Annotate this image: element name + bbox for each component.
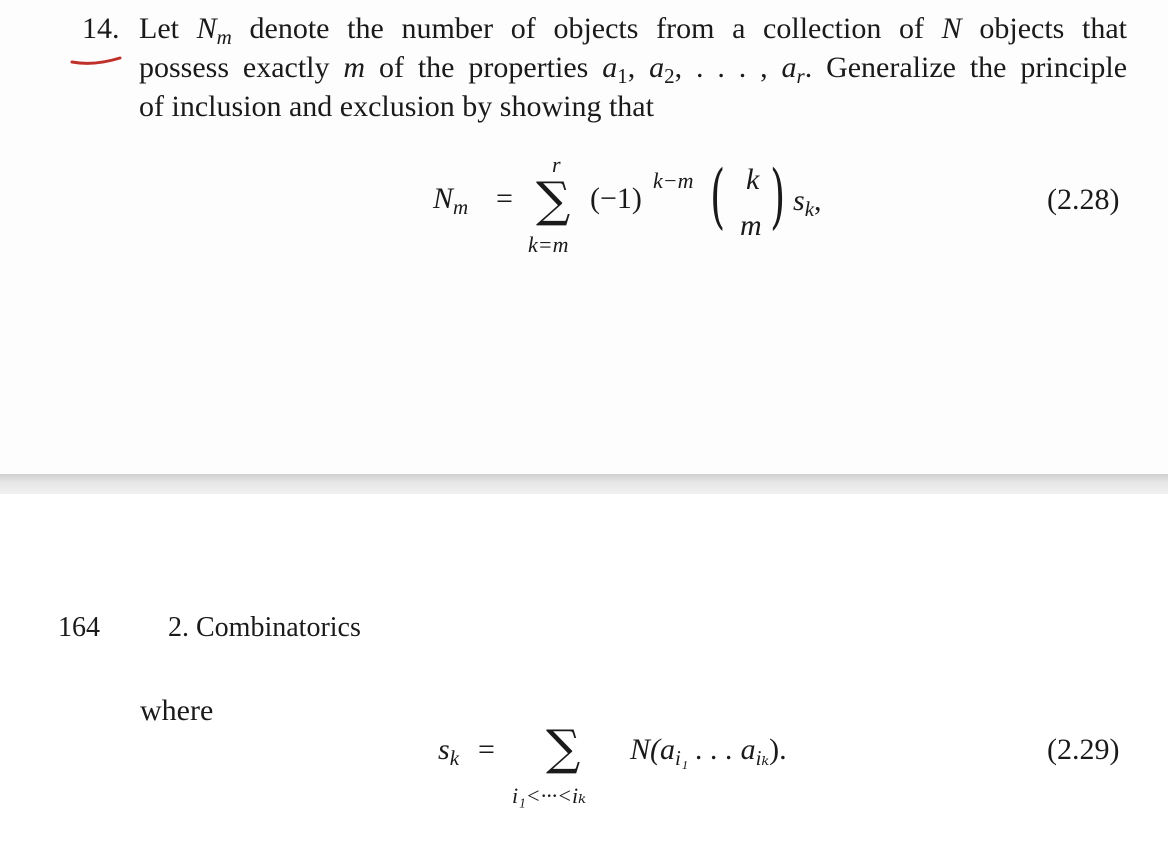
exercise-statement xyxy=(139,9,1127,126)
page-separator xyxy=(0,474,1168,494)
page-number: 164 xyxy=(58,612,100,643)
statement-line-3: of inclusion and exclusion by showing that xyxy=(139,90,654,123)
equation-number-2-28: (2.28) xyxy=(1047,183,1120,216)
statement-line-2: possess exactly m of the properties $a_1$, $a_2$, . . . , $a_r$. Generalize the principle xyxy=(139,51,1128,88)
red-pen-mark xyxy=(70,54,124,68)
chapter-title: 2. Combinatorics xyxy=(168,612,361,643)
equation-number-2-29: (2.29) xyxy=(1047,733,1120,766)
exercise-number: 14. xyxy=(82,12,120,45)
where-text: where xyxy=(140,694,214,727)
statement-line-1: Let $N_m$ denote the number of objects from a collection of N objects that xyxy=(139,12,1127,49)
